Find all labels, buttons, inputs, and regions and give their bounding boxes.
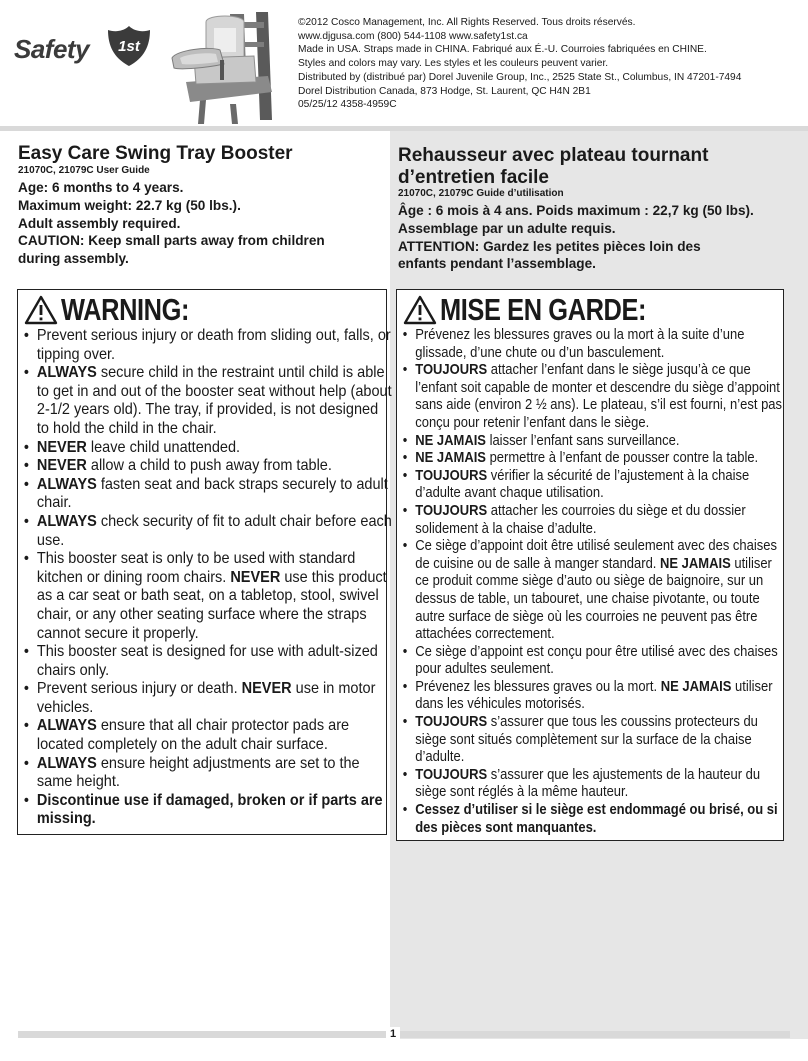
warning-text: use in motor vehicles. <box>36 680 376 716</box>
warning-text: fasten seat and back straps securely to adult chair. <box>36 475 388 512</box>
warning-item <box>22 792 394 829</box>
warning-item <box>401 450 789 468</box>
warning-triangle-icon <box>24 295 58 325</box>
info-line: enfants pendant l’assemblage. <box>398 256 596 272</box>
warning-emphasis: NEVER <box>36 438 87 456</box>
warning-text: attacher les courroies du siège et du dossier solidement à la chaise d’adulte. <box>415 502 746 537</box>
warning-emphasis: ALWAYS <box>36 475 97 493</box>
legal-line: Distributed by (distribué par) Dorel Juvenile Group, Inc., 2525 State St., Columbus, IN 47201-7494 <box>298 71 742 83</box>
legal-line: www.djgusa.com (800) 544-1108 www.safety1st.ca <box>298 30 528 42</box>
warning-item <box>401 362 789 432</box>
warning-item <box>22 550 394 643</box>
warning-emphasis: TOUJOURS <box>415 766 488 783</box>
warning-emphasis: NEVER <box>241 680 292 698</box>
warning-text: Ce siège d’appoint est conçu pour être utilisé avec des chaises pour adultes seulement. <box>415 643 778 678</box>
warning-text: Ce siège d’appoint doit être utilisé seulement avec des chaises de cuisine ou de salle à manger standard. <box>415 538 777 572</box>
warning-emphasis: NEVER <box>36 457 87 475</box>
warning-text: Prévenez les blessures graves ou la mort à la suite d’une glissade, d’une chute ou d’un basculement. <box>415 327 745 361</box>
warning-triangle-icon <box>403 295 437 325</box>
page-number: 1 <box>386 1027 400 1041</box>
legal-line: Dorel Distribution Canada, 873 Hodge, St. Laurent, QC H4N 2B1 <box>298 85 591 97</box>
warning-text: Prévenez les blessures graves ou la mort. <box>415 678 661 695</box>
english-warning-box <box>17 289 392 835</box>
info-line: Maximum weight: 22.7 kg (50 lbs.). <box>18 197 241 213</box>
warning-text: Prevent serious injury or death. <box>36 680 242 698</box>
warning-header <box>403 292 691 328</box>
warning-emphasis: Discontinue use if damaged, broken or if parts are missing. <box>36 791 383 828</box>
warning-text: vérifier la sécurité de l’ajustement à la chaise d’adulte avant chaque utilisation. <box>415 467 750 502</box>
english-product-info <box>18 179 390 268</box>
warning-title: MISE EN GARDE: <box>440 292 647 327</box>
warning-item <box>401 327 789 362</box>
english-title: Easy Care Swing Tray Booster <box>18 143 293 164</box>
warning-text: permettre à l’enfant de pousser contre la table. <box>485 450 759 467</box>
legal-line: ©2012 Cosco Management, Inc. All Rights Reserved. Tous droits réservés. <box>298 17 636 28</box>
warning-text: s’assurer que les ajustements de la hauteur du siège sont réglés à la même hauteur. <box>415 766 761 801</box>
warning-text: utiliser ce produit comme siège d’auto ou siège de baignoire, sur un dessus de table, un tabouret, une chaise pivotante, ou toute autre surface de siège où les courroies ne peuvent pas être attachées correctement. <box>415 555 772 643</box>
info-line: Assemblage par un adulte requis. <box>398 220 616 236</box>
warning-emphasis: Cessez d’utiliser si le siège est endommagé ou brisé, ou si des pièces sont manquantes. <box>415 802 778 836</box>
brand-badge-icon <box>104 24 154 68</box>
warning-text: laisser l’enfant sans surveillance. <box>485 432 680 449</box>
english-warning-list <box>22 327 398 829</box>
warning-item <box>22 755 394 792</box>
warning-emphasis: TOUJOURS <box>415 467 488 484</box>
warning-emphasis: NE JAMAIS <box>415 450 486 467</box>
brand-badge-text: 1st <box>118 38 140 55</box>
warning-emphasis: TOUJOURS <box>415 362 488 379</box>
brand-logo-text: Safety <box>14 34 90 64</box>
booster-seat-photo <box>160 12 288 124</box>
legal-notice <box>298 16 798 112</box>
warning-item <box>401 468 789 503</box>
warning-item <box>22 643 394 680</box>
warning-emphasis: TOUJOURS <box>415 714 488 731</box>
warning-text: secure child in the restraint until child is able to get in and out of the booster seat without help (about 2-1/2 years old). The tray, if provided, is not designed to hold the child in the chair. <box>36 364 392 437</box>
warning-item <box>22 364 394 438</box>
warning-emphasis: NEVER <box>230 568 281 586</box>
warning-text: check security of fit to adult chair before each use. <box>36 512 392 549</box>
legal-line: 05/25/12 4358-4959C <box>298 99 397 111</box>
warning-item <box>22 457 394 476</box>
french-product-info <box>398 202 800 273</box>
warning-item <box>22 717 394 754</box>
warning-text: This booster seat is only to be used with standard kitchen or dining room chairs. <box>36 550 356 586</box>
brand-logo <box>14 16 164 78</box>
warning-item <box>401 503 789 538</box>
warning-item <box>22 476 394 513</box>
warning-text: s’assurer que tous les coussins protecteurs du siège sont situés complètement sur la surface de la chaise d’adulte. <box>415 714 758 766</box>
french-title: Rehausseur avec plateau tournant d’entretien facile <box>398 145 709 188</box>
warning-emphasis: ALWAYS <box>36 364 97 382</box>
warning-item <box>22 513 394 550</box>
legal-line: Styles and colors may vary. Les styles et les couleurs peuvent varier. <box>298 58 609 70</box>
info-line: Age: 6 months to 4 years. <box>18 180 184 195</box>
info-line: Adult assembly required. <box>18 215 181 231</box>
warning-emphasis: NE JAMAIS <box>660 555 731 572</box>
warning-text: Prevent serious injury or death from sliding out, falls, or tipping over. <box>36 327 391 363</box>
info-line: ATTENTION: Gardez les petites pièces loin des <box>398 238 701 254</box>
warning-text: utiliser dans les véhicules motorisés. <box>415 678 773 713</box>
warning-text: leave child unattended. <box>86 438 241 456</box>
warning-emphasis: ALWAYS <box>36 717 97 735</box>
warning-text: ensure that all chair protector pads are located completely on the adult chair surface. <box>36 717 350 754</box>
warning-item <box>401 644 789 679</box>
french-warning-box <box>396 289 784 841</box>
french-model-guide: 21070C, 21079C Guide d’utilisation <box>398 188 564 199</box>
warning-item <box>401 433 789 451</box>
info-line: during assembly. <box>18 251 129 267</box>
warning-header <box>24 292 217 328</box>
info-line: Âge : 6 mois à 4 ans. Poids maximum : 22,7 kg (50 lbs). <box>398 203 754 218</box>
warning-item <box>22 327 394 364</box>
footer-divider <box>18 1031 790 1038</box>
warning-item <box>401 802 789 837</box>
warning-item <box>22 439 394 458</box>
french-warning-list <box>401 327 793 837</box>
warning-text: This booster seat is designed for use with adult-sized chairs only. <box>36 643 378 679</box>
warning-emphasis: ALWAYS <box>36 512 97 530</box>
warning-text: ensure height adjustments are set to the same height. <box>36 754 360 791</box>
warning-item <box>401 538 789 644</box>
warning-title: WARNING: <box>61 292 190 327</box>
warning-item <box>401 767 789 802</box>
warning-item <box>401 714 789 767</box>
warning-emphasis: NE JAMAIS <box>660 678 732 695</box>
warning-emphasis: NE JAMAIS <box>415 432 486 449</box>
warning-emphasis: TOUJOURS <box>415 502 488 519</box>
legal-line: Made in USA. Straps made in CHINA. Fabriqué aux É.-U. Courroies fabriquées en CHINE. <box>298 44 707 56</box>
warning-item <box>22 680 394 717</box>
info-line: CAUTION: Keep small parts away from children <box>18 233 325 249</box>
warning-text: allow a child to push away from table. <box>86 457 332 475</box>
warning-text: attacher l’enfant dans le siège jusqu’à ce que l’enfant soit capable de monter et descendre du siège d’appoint sans aide (environ 2 ½ ans). Le plateau, s’il est fourni, n’est pas conçu pour retenir l’enfant dans le siège. <box>415 362 783 431</box>
warning-emphasis: ALWAYS <box>36 754 97 772</box>
english-model-guide: 21070C, 21079C User Guide <box>18 165 150 176</box>
warning-text: use this product as a car seat or bath seat, on a tabletop, stool, swivel chair, or any other seating surface where the straps cannot secure it properly. <box>36 568 387 642</box>
warning-item <box>401 679 789 714</box>
